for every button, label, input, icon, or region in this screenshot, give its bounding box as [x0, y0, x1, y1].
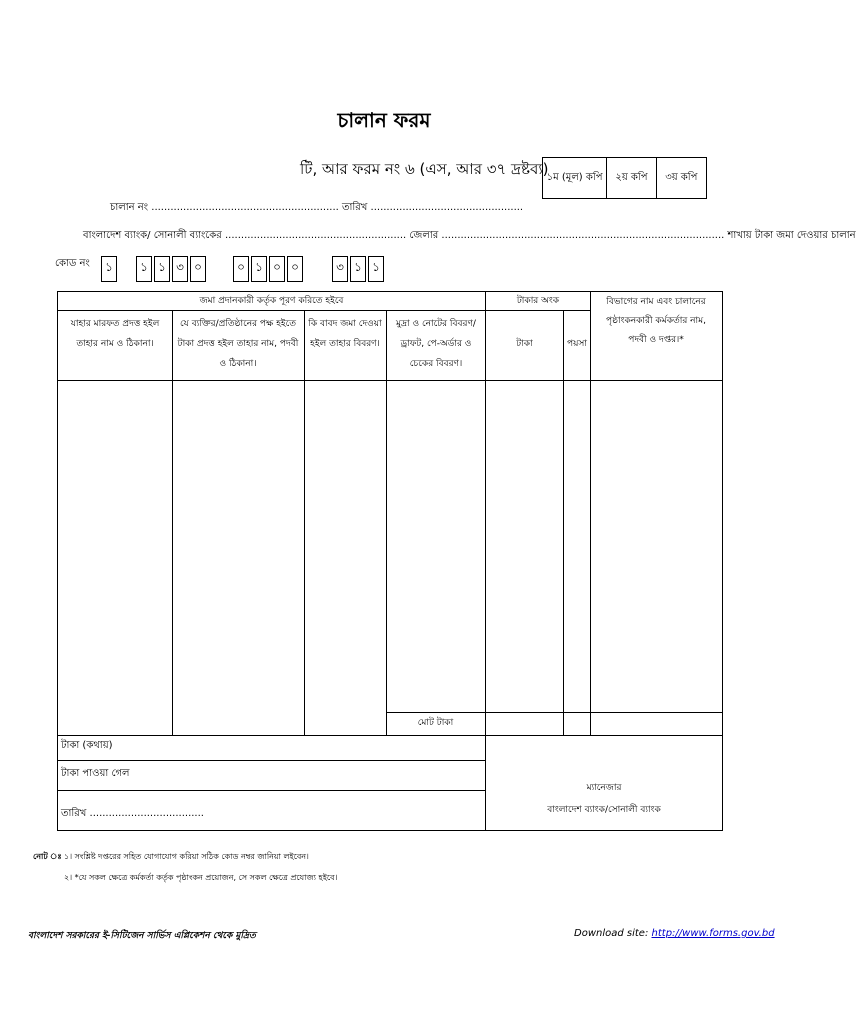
form-subtitle: টি, আর ফরম নং ৬ (এস, আর ৩৭ দ্রষ্টব্য) — [300, 160, 549, 178]
copy-original: ১ম (মূল) কপি — [543, 158, 607, 198]
challan-line — [110, 200, 523, 217]
col-header-on-behalf: যে ব্যক্তির/প্রতিষ্ঠানের পক্ষ হইতে টাকা প্রদত্ত হইল তাহার নাম, পদবী ও ঠিকানা। — [177, 319, 299, 369]
bank-line — [83, 228, 856, 245]
note-item: ২। *যে সকল ক্ষেত্রে কর্মকর্তা কর্তৃক পৃষ্ঠাংকন প্রয়োজন, সে সকল ক্ষেত্রে প্রযোজ্য হইবে। — [64, 873, 338, 882]
total-label: মোট টাকা — [417, 718, 454, 728]
notes-label: নোট ঃ — [33, 852, 62, 861]
col-header-purpose: কি বাবদ জমা দেওয়া হইল তাহার বিবরণ। — [308, 319, 382, 349]
code-digit[interactable]: ৩ — [172, 256, 188, 282]
code-digit[interactable]: ১ — [154, 256, 170, 282]
manager-bank: বাংলাদেশ ব্যাংক/সোনালী ব্যাংক — [547, 805, 661, 815]
row-divider — [57, 735, 723, 736]
col-header-poisa: পয়সা — [567, 339, 587, 349]
copy-third: ৩য় কপি — [665, 171, 698, 183]
header-amount: টাকার অংক — [516, 296, 560, 306]
code-digit[interactable]: ০ — [233, 256, 249, 282]
challan-date-field[interactable]: ................................................ — [370, 202, 524, 213]
code-digit[interactable]: ০ — [269, 256, 285, 282]
header-department: বিভাগের নাম এবং চালানের পৃষ্ঠাংকনকারী কর্মকর্তার নাম, পদবী ও দপ্তর।* — [605, 297, 707, 345]
received-date — [61, 806, 204, 823]
col-divider — [590, 291, 591, 735]
col-divider — [485, 291, 486, 831]
challan-number-label: চালান নং — [110, 202, 149, 213]
row-divider — [57, 310, 590, 311]
code-digit[interactable]: ১ — [136, 256, 152, 282]
download-label: Download site: — [574, 928, 649, 939]
received-date-field[interactable]: .................................... — [89, 808, 204, 819]
copy-second: ২য় কপি — [607, 158, 656, 198]
table-border-right — [722, 291, 723, 831]
bank-prefix: বাংলাদেশ ব্যাংক/ সোনালী ব্যাংকের — [83, 230, 222, 241]
row-divider — [57, 760, 485, 761]
code-digit[interactable]: ০ — [287, 256, 303, 282]
code-label: কোড নং — [55, 258, 90, 269]
code-digit[interactable]: ১ — [101, 256, 117, 282]
col-divider — [563, 310, 564, 735]
footer-printed-from: বাংলাদেশ সরকারের ই-সিটিজেন সার্ভিস এপ্লিকেশন থেকে মুদ্রিত — [28, 931, 256, 941]
copy-selector — [542, 157, 707, 199]
challan-number-field[interactable]: ........................................................... — [151, 202, 339, 213]
code-digit[interactable]: ১ — [368, 256, 384, 282]
bank-suffix: শাখায় টাকা জমা দেওয়ার চালান — [727, 230, 856, 241]
received-date-label: তারিখ — [61, 808, 87, 819]
col-divider — [386, 310, 387, 735]
table-border-left — [57, 291, 58, 831]
row-divider — [57, 790, 485, 791]
code-digit[interactable]: ০ — [190, 256, 206, 282]
footer-download — [574, 928, 775, 939]
manager-title: ম্যানেজার — [586, 783, 622, 793]
branch-field[interactable]: ......................................................................................... — [441, 230, 725, 241]
download-link[interactable]: http://www.forms.gov.bd — [651, 928, 775, 939]
note-item: ১। সংশ্লিষ্ট দপ্তরের সহিত যোগাযোগ করিয়া সঠিক কোড নম্বর জানিয়া লইবেন। — [64, 852, 309, 861]
row-divider — [57, 380, 723, 381]
challan-date-label: তারিখ — [342, 202, 368, 213]
header-depositor: জমা প্রদানকারী কর্তৃক পূরণ করিতে হইবে — [199, 296, 344, 306]
code-digit[interactable]: ১ — [350, 256, 366, 282]
bank-name-field[interactable]: ......................................................... — [225, 230, 407, 241]
col-header-taka: টাকা — [516, 339, 533, 349]
code-digit[interactable]: ৩ — [332, 256, 348, 282]
code-digit[interactable]: ১ — [251, 256, 267, 282]
form-title: চালান ফরম — [337, 108, 431, 132]
district-label: জেলার — [409, 230, 439, 241]
col-header-paid-by: যাহার মারফত প্রদত্ত হইল তাহার নাম ও ঠিকানা। — [70, 319, 160, 349]
amount-in-words-label: টাকা (কথায়) — [61, 740, 113, 751]
col-header-currency: মুদ্রা ও নোটের বিবরণ/ ড্রাফট, পে-অর্ডার ও চেকের বিবরণ। — [396, 319, 476, 369]
amount-received-label: টাকা পাওয়া গেল — [61, 768, 130, 779]
table-border-bottom — [57, 830, 723, 831]
col-divider — [304, 310, 305, 735]
col-divider — [172, 310, 173, 735]
